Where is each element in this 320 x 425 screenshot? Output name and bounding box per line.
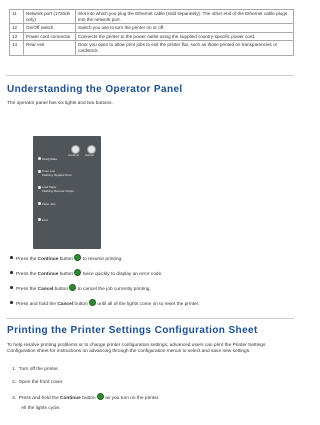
row-name: Network port (1720dn only) (24, 10, 76, 24)
spec-table (9, 9, 294, 56)
row-number: 13 (10, 32, 24, 41)
bullet-icon (10, 286, 13, 289)
row-number: 11 (10, 10, 24, 24)
bullet-item: Press and hold the Cancel button until all of the lights come on to reset the printer. (16, 299, 199, 308)
row-description: Connects the printer to the power outlet using the supplied country-specific power cord. (76, 32, 294, 41)
section-intro: The operator panel has six lights and two buttons. (7, 101, 113, 106)
row-name: Rear exit (24, 41, 76, 55)
step-note: All the lights cycle. (21, 406, 61, 411)
paper-jam-label: Paper Jam (42, 202, 56, 206)
section-title-operator-panel: Understanding the Operator Panel (7, 84, 183, 95)
row-number: 14 (10, 41, 24, 55)
operator-panel-image (33, 136, 101, 249)
table-row (10, 10, 294, 24)
paper-jam-light (38, 202, 41, 205)
step-item: 2. Open the front cover. (12, 380, 64, 385)
row-name: On/Off switch (24, 24, 76, 33)
error-light (38, 218, 41, 221)
bullet-icon (10, 301, 13, 304)
table-row (10, 32, 294, 41)
toner-low-label: Toner Low (42, 169, 55, 173)
load-paper-label: Load Paper (42, 185, 57, 189)
continue-button-icon (97, 393, 104, 400)
row-description: Slot into which you plug the Ethernet cable (sold separately). The other end of the Ethernet cable plugs into the network port. (76, 10, 294, 24)
bullet-item: Press the Continue button twice quickly to display an error code. (16, 269, 162, 278)
remove-output-label: Flashing: Remove Output (42, 189, 74, 193)
table-row (10, 41, 294, 55)
table-row (10, 24, 294, 33)
row-name: Power cord connector (24, 32, 76, 41)
error-label: Error (42, 218, 49, 222)
toner-low-light (38, 170, 41, 173)
replace-drum-label: Flashing: Replace Drum (42, 173, 73, 177)
section-title-config-sheet: Printing the Printer Settings Configuration Sheet (7, 325, 258, 336)
row-description: Door you open to allow print jobs to exit the printer flat, such as those printed on transparencies or cardstock. (76, 41, 294, 55)
bullet-icon (10, 271, 13, 274)
section-intro: To help resolve printing problems or to change printer configuration settings, advanced users can print the Printer Settings Configuration sheet for instructions on advancing through the configuration menus to select and save new settings. (7, 343, 266, 355)
step-item: 3. Press and hold the Continue button as you turn on the printer. (12, 393, 160, 402)
ready-light (38, 157, 41, 160)
cancel-label: Cancel (85, 153, 94, 157)
row-number: 12 (10, 24, 24, 33)
section-divider (6, 75, 294, 76)
load-paper-light (38, 186, 41, 189)
bullet-icon (10, 256, 13, 259)
row-description: Switch you use to turn the printer on or off. (76, 24, 294, 33)
continue-label: Continue (68, 153, 80, 157)
section-divider (6, 318, 294, 319)
ready-light-label: Ready/Data (42, 157, 57, 161)
bullet-item: Press the Continue button to resume printing. (16, 254, 122, 263)
bullet-item: Press the Cancel button to cancel the job currently printing. (16, 284, 151, 293)
step-item: 1. Turn off the printer. (12, 367, 59, 372)
